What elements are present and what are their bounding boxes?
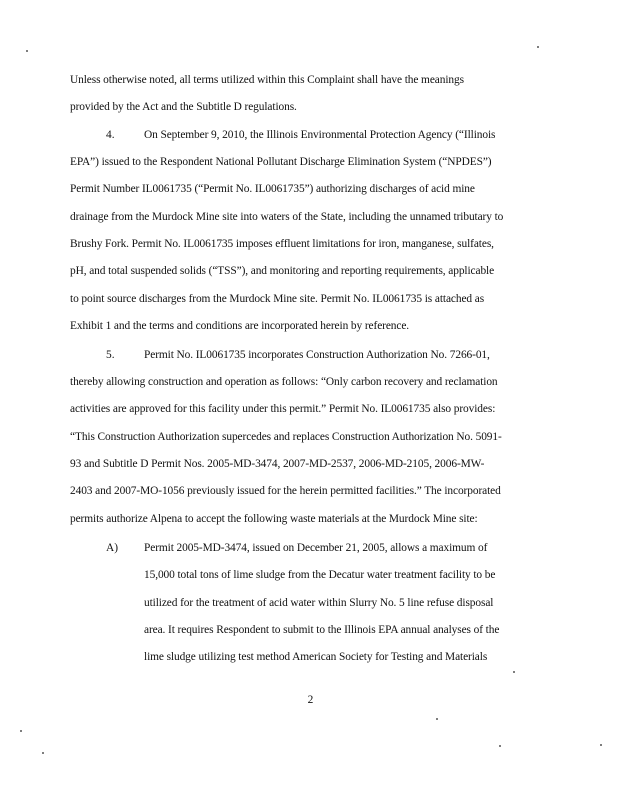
paragraph-number: 5. [106, 349, 115, 361]
list-item-text-line: 15,000 total tons of lime sludge from the Decatur water treatment facility to be [144, 569, 496, 581]
body-text-line: Permit No. IL0061735 incorporates Construction Authorization No. 7266-01, [144, 349, 490, 361]
body-text-line: provided by the Act and the Subtitle D regulations. [70, 101, 297, 113]
body-text-line: On September 9, 2010, the Illinois Environmental Protection Agency (“Illinois [144, 129, 496, 141]
body-text-line: activities are approved for this facility under this permit.” Permit No. IL0061735 also provides: [70, 403, 496, 415]
page-number: 2 [307, 694, 314, 706]
body-text-line: Unless otherwise noted, all terms utilized within this Complaint shall have the meanings [70, 74, 464, 86]
body-text-line: permits authorize Alpena to accept the following waste materials at the Murdock Mine site: [70, 513, 478, 525]
body-text-line: Brushy Fork. Permit No. IL0061735 imposes effluent limitations for iron, manganese, sulfates, [70, 238, 494, 250]
paragraph-number: 4. [106, 129, 115, 141]
scan-speck [537, 46, 539, 48]
scan-speck [600, 744, 602, 746]
body-text-line: drainage from the Murdock Mine site into waters of the State, including the unnamed tributary to [70, 211, 504, 223]
scan-speck [436, 718, 438, 720]
body-text-line: pH, and total suspended solids (“TSS”), and monitoring and reporting requirements, applicable [70, 265, 495, 277]
scan-speck [499, 745, 501, 747]
body-text-line: Permit Number IL0061735 (“Permit No. IL0061735”) authorizing discharges of acid mine [70, 183, 475, 195]
list-item-label: A) [106, 542, 119, 554]
body-text-line: EPA”) issued to the Respondent National Pollutant Discharge Elimination System (“NPDES”) [70, 156, 492, 168]
list-item-text-line: lime sludge utilizing test method American Society for Testing and Materials [144, 651, 488, 663]
body-text-line: Exhibit 1 and the terms and conditions are incorporated herein by reference. [70, 320, 410, 332]
body-text-line: 2403 and 2007-MO-1056 previously issued for the herein permitted facilities.” The incorporated [70, 485, 501, 497]
list-item-text-line: utilized for the treatment of acid water within Slurry No. 5 line refuse disposal [144, 597, 494, 609]
body-text-line: thereby allowing construction and operation as follows: “Only carbon recovery and reclamation [70, 376, 498, 388]
body-text-line: 93 and Subtitle D Permit Nos. 2005-MD-3474, 2007-MD-2537, 2006-MD-2105, 2006-MW- [70, 458, 485, 470]
list-item-text-line: Permit 2005-MD-3474, issued on December 21, 2005, allows a maximum of [144, 542, 488, 554]
body-text-line: “This Construction Authorization supercedes and replaces Construction Authorization No. 5091- [70, 431, 502, 443]
scan-speck [513, 671, 515, 673]
list-item-text-line: area. It requires Respondent to submit to the Illinois EPA annual analyses of the [144, 624, 500, 636]
scan-speck [42, 752, 44, 754]
scan-speck [20, 730, 22, 732]
scan-speck [26, 50, 28, 52]
body-text-line: to point source discharges from the Murdock Mine site. Permit No. IL0061735 is attached as [70, 293, 485, 305]
